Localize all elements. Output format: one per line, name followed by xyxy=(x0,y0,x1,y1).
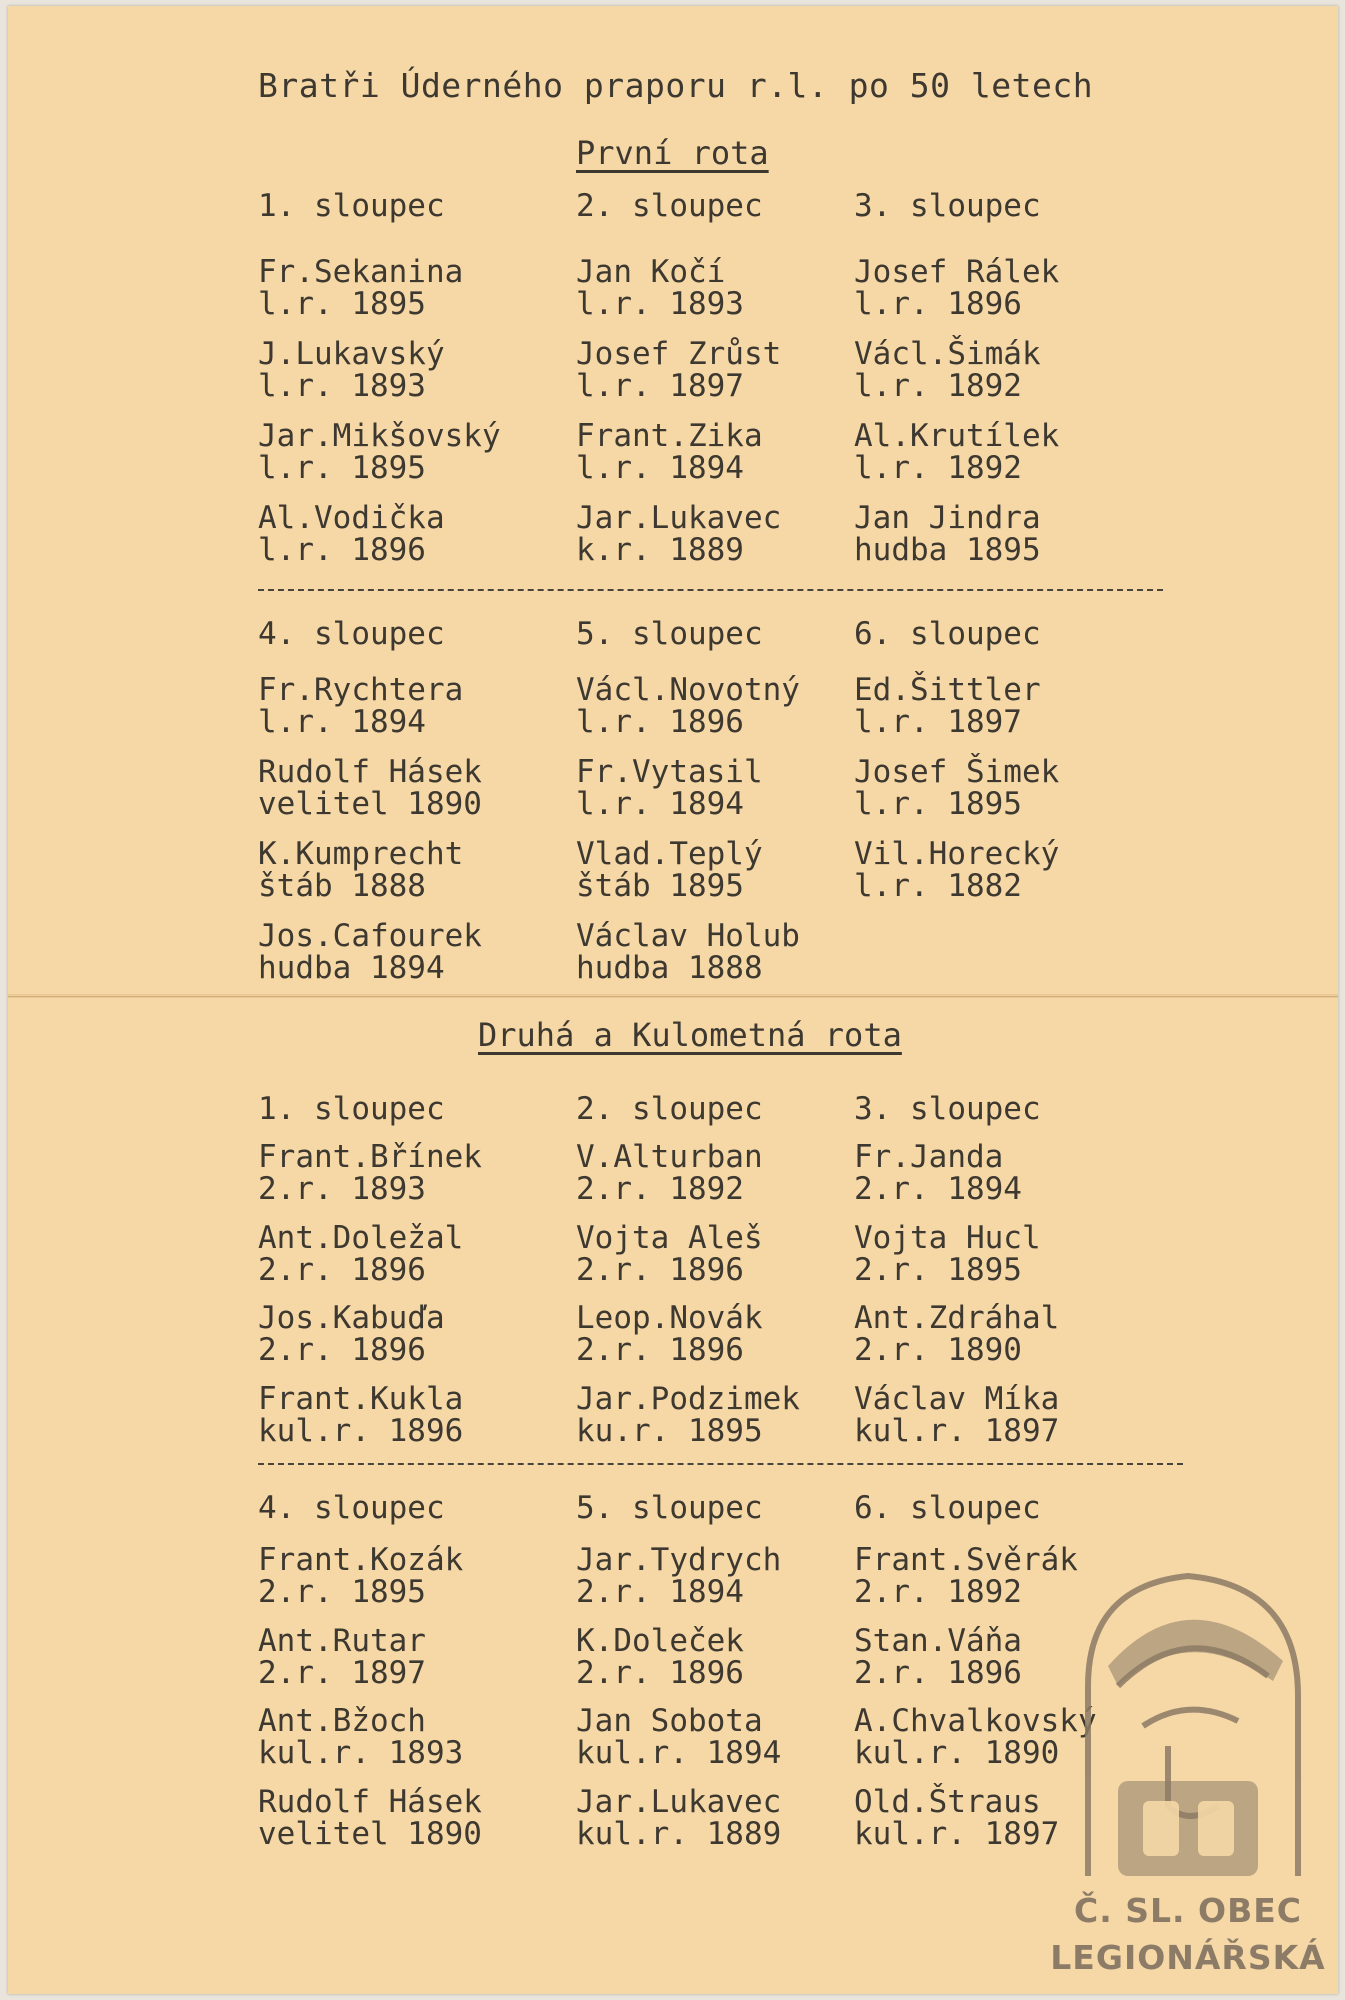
roster-entry xyxy=(854,838,1059,902)
member-unit-year: 2.r. 1892 xyxy=(576,1171,744,1207)
member-name: Al.Vodička xyxy=(258,500,445,536)
column-heading: 6. sloupec xyxy=(854,1490,1041,1526)
member-name: Ant.Rutar xyxy=(258,1623,426,1659)
document-page xyxy=(8,6,1338,1994)
column-heading: 5. sloupec xyxy=(576,1490,763,1526)
member-unit-year: l.r. 1893 xyxy=(258,368,426,404)
roster-entry xyxy=(854,256,1059,320)
member-unit-year: kul.r. 1889 xyxy=(576,1816,782,1852)
roster-entry xyxy=(258,256,463,320)
roster-entry xyxy=(258,1544,463,1608)
section-title-second-and-machine-gun-company: Druhá a Kulometná rota xyxy=(478,1016,902,1054)
member-name: Ant.Zdráhal xyxy=(854,1300,1060,1336)
member-unit-year: kul.r. 1897 xyxy=(854,1413,1060,1449)
member-name: Stan.Váňa xyxy=(854,1623,1022,1659)
roster-entry xyxy=(258,838,463,902)
column-heading: 2. sloupec xyxy=(576,188,763,224)
member-name: V.Alturban xyxy=(576,1139,763,1175)
roster-entry xyxy=(854,338,1041,402)
member-name: Vlad.Teplý xyxy=(576,836,763,872)
roster-entry xyxy=(576,1786,781,1850)
column-heading: 1. sloupec xyxy=(258,1091,445,1127)
member-unit-year: 2.r. 1896 xyxy=(576,1655,744,1691)
column-heading: 4. sloupec xyxy=(258,616,445,652)
member-name: Frant.Břínek xyxy=(258,1139,482,1175)
member-name: J.Lukavský xyxy=(258,336,445,372)
roster-entry xyxy=(854,1383,1059,1447)
member-unit-year: l.r. 1894 xyxy=(576,786,744,822)
member-unit-year: k.r. 1889 xyxy=(576,532,744,568)
member-name: Jos.Kabuďa xyxy=(258,1300,445,1336)
member-name: Frant.Kukla xyxy=(258,1381,464,1417)
member-name: Jar.Lukavec xyxy=(576,500,782,536)
roster-entry xyxy=(854,1141,1022,1205)
member-name: Rudolf Hásek xyxy=(258,1784,482,1820)
member-name: Ant.Bžoch xyxy=(258,1703,426,1739)
member-name: Jar.Podzimek xyxy=(576,1381,800,1417)
member-unit-year: l.r. 1895 xyxy=(258,286,426,322)
roster-entry xyxy=(258,1786,482,1850)
member-name: A.Chvalkovský xyxy=(854,1703,1097,1739)
roster-entry xyxy=(576,920,800,984)
member-unit-year: kul.r. 1894 xyxy=(576,1735,782,1771)
roster-entry xyxy=(576,838,763,902)
member-unit-year: 2.r. 1895 xyxy=(258,1574,426,1610)
member-unit-year: 2.r. 1896 xyxy=(576,1252,744,1288)
member-name: Fr.Rychtera xyxy=(258,672,464,708)
roster-entry xyxy=(576,1383,800,1447)
member-unit-year: 2.r. 1896 xyxy=(258,1332,426,1368)
member-name: Fr.Vytasil xyxy=(576,754,763,790)
member-unit-year: l.r. 1895 xyxy=(258,450,426,486)
member-name: Frant.Zika xyxy=(576,418,763,454)
member-name: Vojta Aleš xyxy=(576,1220,763,1256)
roster-entry xyxy=(854,756,1059,820)
column-heading: 1. sloupec xyxy=(258,188,445,224)
member-name: Jos.Cafourek xyxy=(258,918,482,954)
member-name: Old.Štraus xyxy=(854,1784,1041,1820)
member-unit-year: 2.r. 1893 xyxy=(258,1171,426,1207)
member-unit-year: l.r. 1897 xyxy=(854,704,1022,740)
member-unit-year: 2.r. 1895 xyxy=(854,1252,1022,1288)
roster-entry xyxy=(854,1302,1059,1366)
member-name: Jar.Lukavec xyxy=(576,1784,782,1820)
member-name: Jan Kočí xyxy=(576,254,726,290)
member-name: Václav Míka xyxy=(854,1381,1060,1417)
member-unit-year: 2.r. 1897 xyxy=(258,1655,426,1691)
column-heading: 3. sloupec xyxy=(854,188,1041,224)
member-name: Leop.Novák xyxy=(576,1300,763,1336)
roster-entry xyxy=(576,420,763,484)
member-unit-year: 2.r. 1894 xyxy=(854,1171,1022,1207)
member-name: Rudolf Hásek xyxy=(258,754,482,790)
member-name: Ed.Šittler xyxy=(854,672,1041,708)
roster-entry xyxy=(576,502,781,566)
roster-entry xyxy=(258,1625,426,1689)
member-name: Václav Holub xyxy=(576,918,800,954)
member-unit-year: 2.r. 1896 xyxy=(576,1332,744,1368)
member-unit-year: hudba 1894 xyxy=(258,950,445,986)
member-unit-year: l.r. 1892 xyxy=(854,368,1022,404)
legion-community-watermark xyxy=(1048,1546,1328,1986)
roster-entry xyxy=(576,1141,763,1205)
member-unit-year: l.r. 1896 xyxy=(576,704,744,740)
section-title-first-company: První rota xyxy=(576,134,769,172)
legionnaire-emblem-icon xyxy=(1048,1546,1328,1886)
roster-entry xyxy=(576,1222,763,1286)
roster-entry xyxy=(258,420,501,484)
member-unit-year: velitel 1890 xyxy=(258,1816,482,1852)
member-name: Josef Šimek xyxy=(854,754,1060,790)
member-name: Josef Rálek xyxy=(854,254,1060,290)
roster-entry xyxy=(258,1705,463,1769)
member-unit-year: 2.r. 1896 xyxy=(854,1655,1022,1691)
member-unit-year: hudba 1895 xyxy=(854,532,1041,568)
column-heading: 3. sloupec xyxy=(854,1091,1041,1127)
roster-entry xyxy=(854,1786,1059,1850)
member-unit-year: hudba 1888 xyxy=(576,950,763,986)
member-unit-year: l.r. 1893 xyxy=(576,286,744,322)
member-name: Jan Sobota xyxy=(576,1703,763,1739)
member-unit-year: l.r. 1882 xyxy=(854,868,1022,904)
member-unit-year: kul.r. 1893 xyxy=(258,1735,464,1771)
roster-entry xyxy=(576,256,744,320)
roster-entry xyxy=(576,674,800,738)
member-name: Al.Krutílek xyxy=(854,418,1060,454)
member-name: Vil.Horecký xyxy=(854,836,1060,872)
roster-entry xyxy=(258,1383,463,1447)
member-unit-year: 2.r. 1892 xyxy=(854,1574,1022,1610)
roster-entry xyxy=(258,674,463,738)
member-unit-year: ku.r. 1895 xyxy=(576,1413,763,1449)
roster-entry xyxy=(854,502,1041,566)
roster-entry xyxy=(258,920,482,984)
member-unit-year: 2.r. 1890 xyxy=(854,1332,1022,1368)
roster-entry xyxy=(854,420,1059,484)
dashed-separator xyxy=(258,1463,1183,1465)
member-name: Frant.Svěrák xyxy=(854,1542,1078,1578)
roster-entry xyxy=(576,1705,781,1769)
member-name: Jar.Tydrych xyxy=(576,1542,782,1578)
member-unit-year: velitel 1890 xyxy=(258,786,482,822)
member-name: Jan Jindra xyxy=(854,500,1041,536)
roster-entry xyxy=(576,1625,744,1689)
column-heading: 4. sloupec xyxy=(258,1490,445,1526)
member-name: K.Doleček xyxy=(576,1623,744,1659)
member-name: Josef Zrůst xyxy=(576,336,782,372)
roster-entry xyxy=(854,674,1041,738)
member-name: Václ.Šimák xyxy=(854,336,1041,372)
column-heading: 2. sloupec xyxy=(576,1091,763,1127)
member-unit-year: štáb 1895 xyxy=(576,868,744,904)
member-unit-year: l.r. 1894 xyxy=(576,450,744,486)
member-unit-year: l.r. 1894 xyxy=(258,704,426,740)
roster-entry xyxy=(258,338,445,402)
roster-entry xyxy=(258,1302,445,1366)
member-name: Ant.Doležal xyxy=(258,1220,464,1256)
column-heading: 5. sloupec xyxy=(576,616,763,652)
member-unit-year: kul.r. 1890 xyxy=(854,1735,1060,1771)
watermark-text-line-1: Č. SL. OBEC xyxy=(1073,1891,1303,1930)
roster-entry xyxy=(576,1544,781,1608)
roster-entry xyxy=(258,1222,463,1286)
watermark-text-line-2: LEGIONÁŘSKÁ xyxy=(1050,1938,1326,1977)
roster-entry xyxy=(258,502,445,566)
member-name: Václ.Novotný xyxy=(576,672,800,708)
member-unit-year: l.r. 1896 xyxy=(854,286,1022,322)
roster-entry xyxy=(576,756,763,820)
member-unit-year: l.r. 1896 xyxy=(258,532,426,568)
roster-entry xyxy=(258,1141,482,1205)
member-unit-year: 2.r. 1896 xyxy=(258,1252,426,1288)
member-name: Vojta Hucl xyxy=(854,1220,1041,1256)
member-name: Frant.Kozák xyxy=(258,1542,464,1578)
roster-entry xyxy=(576,1302,763,1366)
member-unit-year: kul.r. 1897 xyxy=(854,1816,1060,1852)
roster-entry xyxy=(854,1544,1078,1608)
member-unit-year: kul.r. 1896 xyxy=(258,1413,464,1449)
paper-fold-line xyxy=(8,996,1338,997)
member-name: K.Kumprecht xyxy=(258,836,464,872)
member-unit-year: štáb 1888 xyxy=(258,868,426,904)
member-unit-year: 2.r. 1894 xyxy=(576,1574,744,1610)
member-unit-year: l.r. 1895 xyxy=(854,786,1022,822)
member-name: Fr.Janda xyxy=(854,1139,1004,1175)
member-unit-year: l.r. 1892 xyxy=(854,450,1022,486)
member-name: Jar.Mikšovský xyxy=(258,418,501,454)
member-unit-year: l.r. 1897 xyxy=(576,368,744,404)
roster-entry xyxy=(854,1625,1022,1689)
dashed-separator xyxy=(258,589,1163,591)
column-heading: 6. sloupec xyxy=(854,616,1041,652)
roster-entry xyxy=(576,338,781,402)
document-heading: Bratři Úderného praporu r.l. po 50 letech xyxy=(258,66,1094,105)
roster-entry xyxy=(854,1222,1041,1286)
roster-entry xyxy=(258,756,482,820)
member-name: Fr.Sekanina xyxy=(258,254,464,290)
